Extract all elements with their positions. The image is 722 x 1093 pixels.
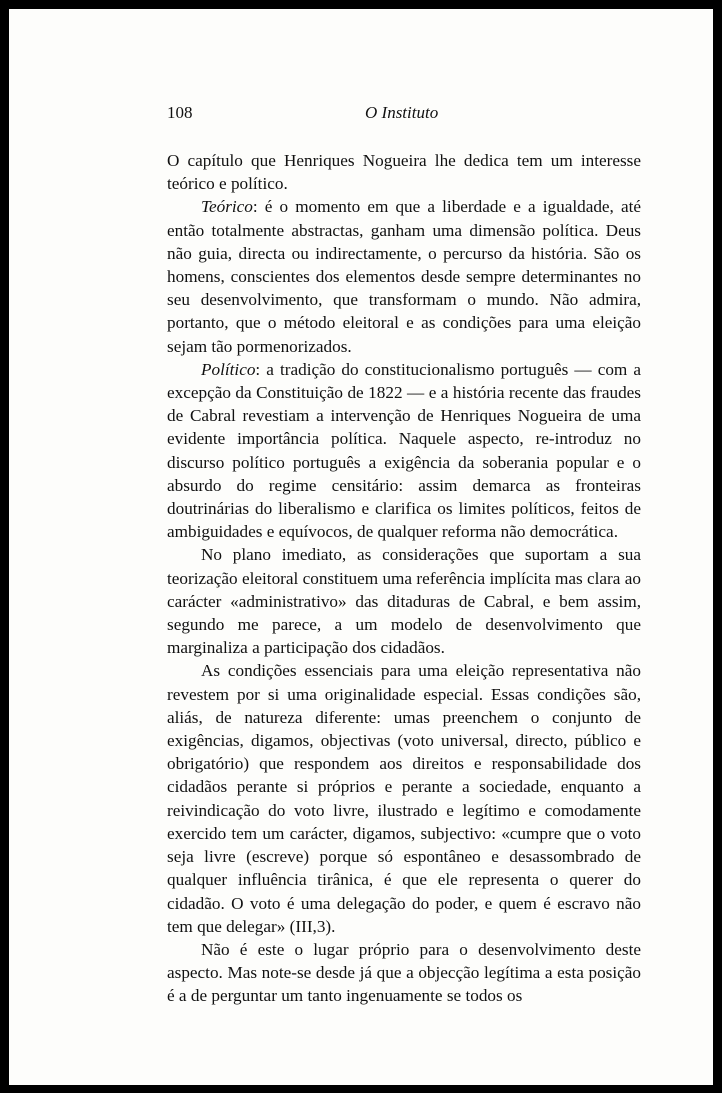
paragraph-text: Não é este o lugar próprio para o desenvolvimento deste aspecto. Mas note-se desde já que a objecção legítima a esta posição é a de perguntar um tanto ingenuamente se todos os <box>167 939 641 1006</box>
running-title: O Instituto <box>365 103 439 122</box>
paragraph-text: As condições essenciais para uma eleição representativa não revestem por si uma originalidade especial. Essas condições são, aliás, de natureza diferente: umas preenchem o conjunto de exigências, digamos, objectivas (voto universal, directo, público e obrigatório) que respondem aos direitos e responsabilidade dos cidadãos perante si próprios e perante a sociedade, enquanto a reivindicação do voto livre, ilustrado e legítimo e comodamente exercido tem um carácter, digamos, subjectivo: «cumpre que o voto seja livre (escreve) porque só espontâneo e desassombrado de qualquer influência tirânica, é que ele representa o querer do cidadão. O voto é uma delegação do poder, e quem é escravo não tem que delegar» (III,3). <box>167 661 641 936</box>
paragraph <box>167 938 641 1008</box>
page-header <box>167 103 567 129</box>
book-page <box>9 9 713 1085</box>
paragraph-text: : a tradição do constitucionalismo português — com a excepção da Constituição de 1822 — e a história recente das fraudes de Cabral revestiam a intervenção de Henriques Nogueira de uma evidente importância política. Naquele aspecto, re-introduz no discurso político português a exigência da soberania popular e o absurdo do regime censitário: assim demarca as fronteiras doutrinárias do liberalismo e clarifica os limites políticos, feitos de ambiguidades e equívocos, de qualquer reforma não democrática. <box>167 359 641 542</box>
paragraph-text: : é o momento em que a liberdade e a igualdade, até então totalmente abstractas, ganham uma dimensão política. Deus não guia, directa ou indirectamente, o percurso da história. São os homens, conscientes dos elementos desde sempre determinantes no seu desenvolvimento, que transformam o mundo. Não admira, portanto, que o método eleitoral e as condições para uma eleição sejam tão pormenorizados. <box>167 197 641 356</box>
paragraph <box>167 659 641 937</box>
page-number: 108 <box>167 103 193 122</box>
paragraph <box>167 149 641 195</box>
paragraph <box>167 195 641 357</box>
paragraph-lead: Político <box>201 359 256 379</box>
paragraph <box>167 358 641 544</box>
paragraph-lead: Teórico <box>201 197 253 217</box>
paragraph <box>167 543 641 659</box>
body-text <box>167 149 641 1008</box>
paragraph-text: O capítulo que Henriques Nogueira lhe dedica tem um interesse teórico e político. <box>167 151 641 194</box>
paragraph-text: No plano imediato, as considerações que suportam a sua teorização eleitoral constituem uma referência implícita mas clara ao carácter «administrativo» das ditaduras de Cabral, e bem assim, segundo me parece, a um modelo de desenvolvimento que marginaliza a participação dos cidadãos. <box>167 545 641 658</box>
